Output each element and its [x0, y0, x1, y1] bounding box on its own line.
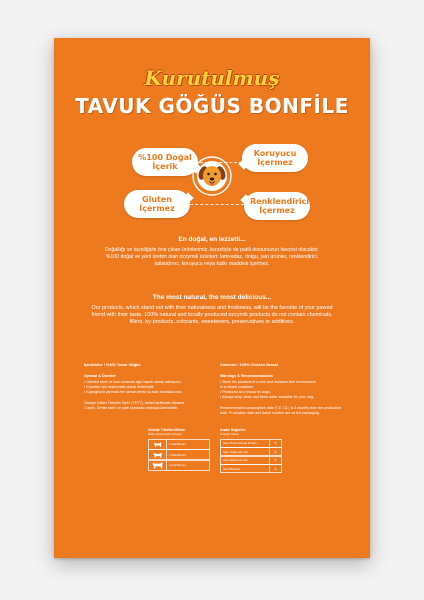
- warning-line: • Always keep clean and fresh water available for your dog.: [220, 395, 314, 399]
- description-tr: [88, 247, 336, 269]
- nutrient-value: %: [274, 441, 277, 445]
- nutrient-label: Nem/Moisture: [221, 465, 270, 472]
- description-line: tatlandırıcı, koruyucu veya katkı maddesi içermez.: [154, 261, 270, 268]
- contents-en: Contents / 100% Chicken Breast: [220, 363, 279, 367]
- badge-line: %100 Doğal: [138, 153, 192, 162]
- badge-line: Renklendirici: [250, 197, 310, 206]
- nutrient-label: Ham Protein/Crude Protein: [221, 440, 270, 447]
- feeding-amount: 3 Adet/Pieces: [169, 463, 187, 467]
- warning-line: in a closed container.: [220, 385, 254, 389]
- medium-dog-icon: [149, 450, 167, 459]
- warnings-title-en: Warnings & Recommendations: [220, 374, 273, 378]
- nutrition-table: [220, 428, 282, 473]
- consumption-line: Recommended consumption date (T.E.T.D.) is 3 months from the production: [220, 406, 342, 410]
- consumption-line: date. Production date and batch number are on the packaging.: [220, 411, 320, 415]
- details-en: [220, 363, 342, 416]
- nutrient-label: Ham Yağ/Crude Fat: [221, 448, 270, 455]
- warnings-title-tr: Uyarılar & Öneriler: [84, 374, 116, 378]
- nutrient-label: Ham Kül/Crude Ash: [221, 457, 270, 464]
- product-title: TAVUK GÖĞÜS BONFİLE: [75, 94, 349, 118]
- consumption-line: 3 aydır. Üretim tarihi ve parti numarası ambalaj üzerindedir.: [84, 406, 179, 410]
- warning-line: • Produced as a snack for dogs.: [220, 390, 271, 394]
- description-line: fillers, by-products, colorants, sweeteners, preservatives or additives.: [129, 319, 295, 326]
- small-dog-icon: [149, 440, 167, 449]
- nutrition-table-title: Analiz Değerleri: [220, 428, 246, 432]
- details-tr: [84, 363, 202, 411]
- badge-line: İçermez: [259, 206, 295, 215]
- tagline-en: The most natural, the most delicious...: [152, 294, 272, 301]
- nutrient-value: %: [274, 466, 277, 471]
- badge-no-preservatives: [242, 144, 308, 172]
- contents-tr: İçindekiler / %100 Tavuk Göğüs: [84, 363, 141, 367]
- feeding-amount: 1 Adet/Pieces: [169, 442, 187, 446]
- feature-badges: [54, 134, 370, 224]
- feeding-amount: 2 Adet/Pieces: [169, 452, 187, 457]
- table-row: [148, 449, 210, 460]
- badge-no-colorants: [244, 192, 310, 220]
- warning-line: • Store the products in a cool and moisture-free environment: [220, 380, 316, 384]
- description-en: [84, 305, 340, 327]
- dog-icon: [192, 156, 232, 196]
- feeding-table: [148, 428, 210, 471]
- table-row: [220, 447, 282, 456]
- product-package: [54, 38, 370, 558]
- badge-line: Gluten: [142, 195, 172, 204]
- nutrient-value: %: [274, 458, 277, 462]
- table-row: [220, 439, 282, 448]
- warning-line: • Ürünleri serin ve kuru ortamda ağzı kapalı olarak saklayınız.: [84, 380, 182, 384]
- description-line: %100 doğal ve yerli üretim olan ozzymik ürünleri; lamvadaz, dolgu, yan ürünler, renklendirici,: [105, 254, 319, 261]
- table-row: [148, 439, 210, 450]
- product-script-title: Kurutulmuş: [144, 66, 280, 90]
- warning-line: • Köpekler için atıştırmalık olarak üretilmiştir.: [84, 385, 155, 389]
- description-line: Doğallığı ve tazeliğiyle öne çıkan ürünlerimiz, lezzetiyle de patili dostunuzun favorisi olacaktır.: [104, 247, 320, 253]
- connector-line: [190, 204, 244, 205]
- table-row: [220, 456, 282, 465]
- nutrient-value: %: [274, 449, 277, 454]
- table-row: [148, 460, 210, 471]
- badge-line: İçermez: [139, 204, 175, 213]
- badge-gluten-free: [124, 190, 190, 218]
- description-line: friend with their taste. 100% natural and locally produced ozzymik products do not contain chemicals,: [91, 312, 333, 319]
- large-dog-icon: [149, 461, 167, 470]
- badge-line: İçerik: [152, 162, 178, 171]
- description-line: Our products, which stand out with their naturalness and freshness, will be the favorite of your pawed: [91, 305, 333, 311]
- feeding-table-subtitle: Daily Consumption Amount: [148, 432, 182, 436]
- feeding-table-title: Günlük Tüketim Miktarı: [148, 428, 186, 432]
- consumption-line: Tavsiye Edilen Tüketim Tarihi (TETT), üretim tarihinden itibaren: [84, 401, 185, 405]
- table-row: [220, 464, 282, 473]
- tagline-tr: En doğal, en lezzetli...: [178, 236, 246, 243]
- nutrition-table-subtitle: Analytic Values: [220, 432, 239, 436]
- badge-line: Koruyucu: [253, 149, 297, 158]
- badge-line: İçermez: [257, 158, 293, 167]
- badge-natural: [132, 148, 198, 176]
- warning-line: • Köpeğinizin yanında her zaman temiz su kabı bulundurunuz.: [84, 390, 183, 394]
